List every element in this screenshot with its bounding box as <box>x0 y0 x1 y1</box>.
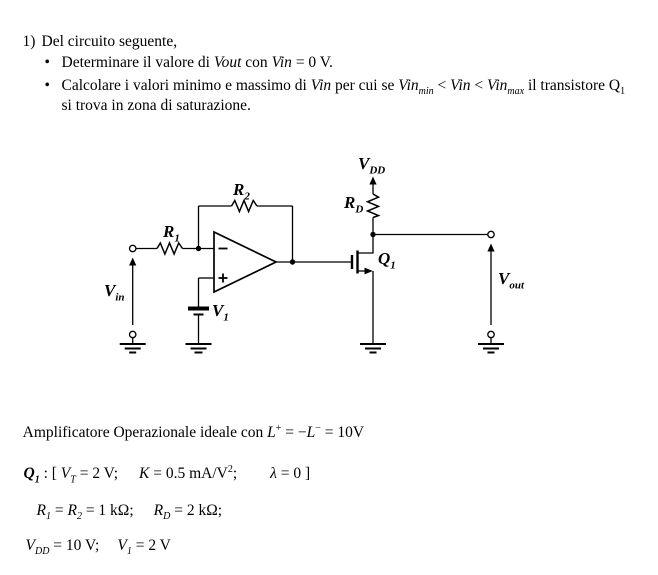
mosfet-ground-icon <box>360 344 386 353</box>
problem-number: 1) <box>22 33 36 50</box>
problem-intro: Del circuito seguente, <box>41 33 178 50</box>
label-rd: $R_D$ <box>344 193 364 216</box>
vout-ground-icon <box>478 344 504 353</box>
mosfet-source-arrow-icon <box>365 268 373 275</box>
bullet-item-1: • Determinare il valore di Vout con Vin = 0 V. <box>44 54 333 71</box>
supply-values-line: $V_{DD} = 10$ V; $V_1 = 2$ V <box>25 537 171 558</box>
bullet-item-2: • Calcolare i valori minimo e massimo di Vin per cui se Vin$_{min}$ < Vin < Vin$_{max}$ il transistore $Q_1$ <box>44 77 626 98</box>
label-vout: $V_{out}$ <box>498 269 525 292</box>
bullet-icon: • <box>44 77 50 94</box>
resistor-values-line: $R_1 = R_2 = 1$ kΩ; $R_D = 2$ kΩ; <box>36 502 223 523</box>
mosfet-drain-lead <box>358 235 374 254</box>
vin-terminal <box>130 245 136 251</box>
vout-terminal <box>488 331 494 337</box>
label-q1: $Q_1$ <box>378 249 396 272</box>
vout-symbol: Vout <box>213 54 242 71</box>
label-vdd: $V_{DD}$ <box>358 154 386 177</box>
label-vin: $V_{in}$ <box>104 281 125 304</box>
vin-symbol: Vin <box>271 54 292 71</box>
label-v1: $V_1$ <box>212 301 229 324</box>
node-dot <box>196 246 201 251</box>
opamp <box>214 232 276 292</box>
resistor-r1 <box>136 243 214 254</box>
resistor-rd <box>368 194 379 218</box>
battery-ground-icon <box>186 344 212 353</box>
q1-spec-line: $Q_1$ : [ $V_T = 2$ V; K = 0.5 $mA/V^2$; λ = 0 ] <box>23 464 311 486</box>
vout-terminal <box>488 231 494 237</box>
battery-v1 <box>186 278 215 353</box>
vin-arrow-icon <box>129 258 136 266</box>
bullet-icon: • <box>44 54 50 71</box>
vin-terminal <box>130 331 136 337</box>
vout-arrow-icon <box>487 244 494 252</box>
label-r2: $R_2$ <box>233 180 250 203</box>
bullet-item-2-continuation: si trova in zona di saturazione. <box>61 97 251 114</box>
node-dot <box>290 259 295 264</box>
node-dot <box>370 232 375 237</box>
vdd-rd-branch <box>368 177 379 235</box>
opamp-spec-line: Amplificatore Operazionale ideale con L+ = −L− = 10V <box>22 423 365 442</box>
vin-ground-icon <box>120 344 146 353</box>
label-r1: $R_1$ <box>163 222 180 245</box>
